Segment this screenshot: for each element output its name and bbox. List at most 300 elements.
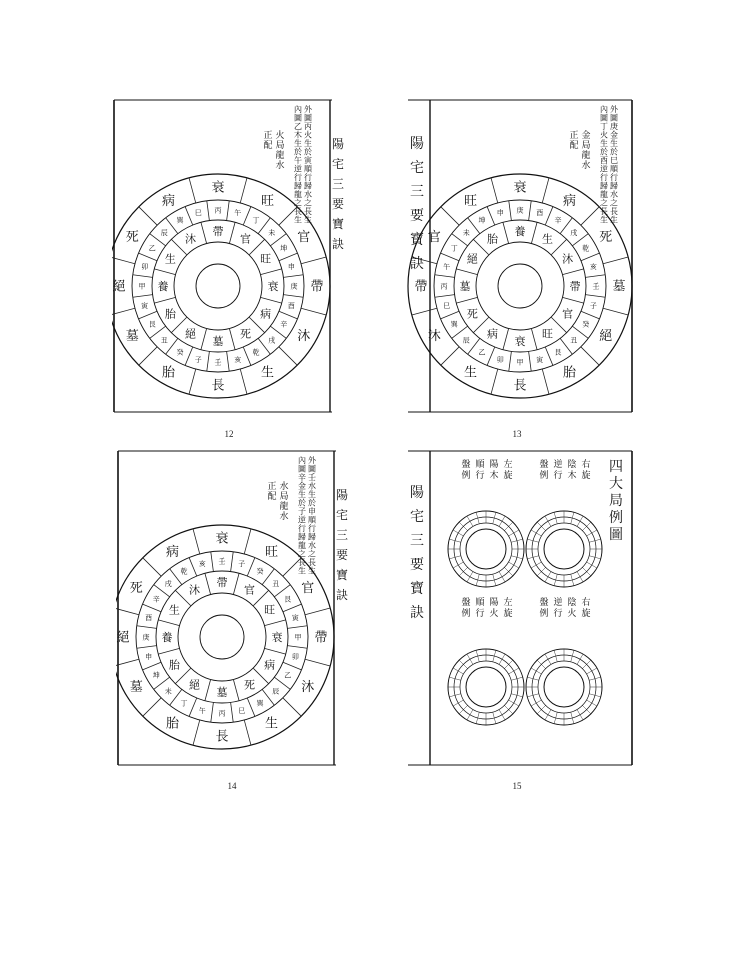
svg-text:生: 生 bbox=[308, 566, 316, 576]
middle-ring-label-char: 丑 bbox=[160, 336, 168, 345]
middle-ring-label-char: 壬 bbox=[214, 358, 222, 367]
svg-text:左: 左 bbox=[503, 460, 513, 470]
middle-ring-label-char: 酉 bbox=[536, 209, 544, 218]
svg-text:於: 於 bbox=[600, 147, 608, 157]
svg-text:歸: 歸 bbox=[308, 532, 316, 542]
svg-text:例: 例 bbox=[539, 471, 549, 481]
inner-ring-label-char: 帶 bbox=[216, 576, 228, 589]
middle-ring-label-char: 卯 bbox=[141, 262, 149, 271]
example-caption bbox=[503, 458, 512, 481]
middle-ring-label-char: 艮 bbox=[284, 595, 292, 604]
svg-text:龍: 龍 bbox=[275, 151, 285, 161]
svg-text:金: 金 bbox=[581, 131, 591, 141]
inner-ring-label-char: 死 bbox=[244, 678, 255, 692]
inner-ring-label-char: 生 bbox=[164, 252, 176, 266]
svg-text:之: 之 bbox=[610, 198, 618, 208]
page-panel-14 bbox=[116, 447, 348, 769]
inner-ring-label-char: 官 bbox=[240, 232, 251, 246]
middle-ring-label-char: 酉 bbox=[145, 613, 153, 622]
svg-text:局: 局 bbox=[279, 492, 289, 502]
svg-text:生: 生 bbox=[304, 139, 312, 148]
inner-ring-label-char: 衰 bbox=[267, 280, 279, 293]
middle-ring-label-char: 壬 bbox=[592, 282, 600, 291]
svg-text:子: 子 bbox=[298, 507, 306, 516]
outer-ring-label-char: 生 bbox=[260, 365, 275, 381]
middle-ring-label-char: 巳 bbox=[443, 302, 451, 311]
middle-ring-label-char: 癸 bbox=[582, 320, 590, 329]
svg-text:木: 木 bbox=[567, 471, 577, 481]
svg-text:訣: 訣 bbox=[410, 605, 424, 621]
page-number-14: 14 bbox=[227, 781, 237, 791]
inner-ring-label-char: 死 bbox=[240, 327, 251, 341]
page-panel-15 bbox=[404, 447, 634, 769]
outer-ring-label-char: 帶 bbox=[314, 630, 328, 646]
middle-ring-label-char: 壬 bbox=[218, 557, 226, 566]
outer-ring-label-char: 長 bbox=[513, 378, 527, 394]
middle-ring-label-char: 未 bbox=[164, 687, 172, 696]
inner-ring-label-char: 墓 bbox=[459, 280, 471, 293]
svg-text:旋: 旋 bbox=[503, 471, 513, 481]
svg-text:之: 之 bbox=[308, 549, 316, 559]
inner-ring-label-char: 帶 bbox=[569, 280, 581, 293]
svg-text:生: 生 bbox=[600, 215, 608, 225]
inner-ring-label-char: 絕 bbox=[189, 678, 200, 692]
inner-ring-label-char: 絕 bbox=[466, 252, 478, 266]
inner-ring-label-char: 旺 bbox=[542, 327, 553, 341]
svg-text:配: 配 bbox=[267, 492, 277, 502]
inner-ring-label-char: 生 bbox=[168, 603, 180, 617]
outer-ring-label-char: 沐 bbox=[301, 680, 315, 696]
svg-text:火: 火 bbox=[275, 131, 285, 141]
diagram-note bbox=[600, 105, 608, 225]
outer-ring-label-char: 墓 bbox=[125, 329, 139, 345]
svg-text:大: 大 bbox=[609, 476, 623, 492]
svg-text:三: 三 bbox=[410, 184, 424, 200]
diagram-note bbox=[298, 456, 306, 576]
svg-text:水: 水 bbox=[275, 161, 285, 171]
outer-ring-label-char: 衰 bbox=[211, 180, 225, 196]
middle-ring-label-char: 午 bbox=[234, 209, 242, 218]
svg-text:之: 之 bbox=[294, 198, 302, 208]
middle-ring-label-char: 戌 bbox=[164, 579, 172, 588]
svg-text:寶: 寶 bbox=[410, 581, 424, 597]
outer-ring-label-char: 墓 bbox=[612, 279, 626, 295]
svg-text:要: 要 bbox=[335, 548, 348, 562]
outer-ring-label-char: 帶 bbox=[414, 279, 428, 295]
svg-text:順: 順 bbox=[610, 164, 618, 174]
svg-text:乙: 乙 bbox=[294, 122, 302, 131]
inner-ring-label-char: 墓 bbox=[212, 335, 224, 348]
svg-text:陽: 陽 bbox=[489, 598, 499, 608]
inner-ring-label-char: 病 bbox=[487, 327, 498, 341]
middle-ring-label-char: 辛 bbox=[280, 320, 288, 329]
example-caption bbox=[581, 596, 590, 619]
middle-ring-label-char: 未 bbox=[462, 228, 470, 237]
diagram-note bbox=[610, 104, 619, 225]
scan-page-12 bbox=[112, 96, 344, 416]
outer-ring-label-char: 墓 bbox=[129, 680, 143, 696]
middle-ring-label-char: 艮 bbox=[554, 348, 562, 357]
svg-text:盤: 盤 bbox=[539, 598, 549, 608]
svg-text:水: 水 bbox=[308, 481, 316, 491]
svg-text:生: 生 bbox=[294, 139, 302, 148]
svg-text:要: 要 bbox=[410, 557, 424, 573]
middle-ring-label-char: 巳 bbox=[238, 706, 246, 715]
svg-text:火: 火 bbox=[304, 130, 312, 140]
inner-ring-label-char: 衰 bbox=[271, 631, 283, 644]
svg-text:盤: 盤 bbox=[461, 598, 471, 608]
svg-text:訣: 訣 bbox=[410, 256, 424, 272]
svg-text:木: 木 bbox=[294, 130, 302, 140]
middle-ring-label-char: 子 bbox=[194, 355, 202, 364]
example-caption bbox=[461, 596, 470, 619]
svg-text:於: 於 bbox=[294, 147, 302, 157]
example-caption bbox=[553, 458, 562, 481]
outer-ring-label-char: 旺 bbox=[264, 544, 279, 560]
inner-ring-label-char: 胎 bbox=[487, 232, 498, 246]
middle-ring-label-char: 戌 bbox=[268, 336, 276, 345]
svg-text:圖: 圖 bbox=[610, 113, 618, 123]
inner-ring-label-char: 旺 bbox=[264, 603, 276, 617]
middle-ring-label-char: 巽 bbox=[450, 320, 458, 329]
middle-ring-label-char: 亥 bbox=[234, 355, 242, 364]
svg-text:行: 行 bbox=[298, 524, 306, 533]
outer-ring-label-char: 病 bbox=[161, 193, 176, 209]
middle-ring-label-char: 巳 bbox=[194, 209, 202, 218]
svg-text:右: 右 bbox=[581, 598, 591, 608]
svg-text:宅: 宅 bbox=[410, 160, 424, 176]
svg-text:宅: 宅 bbox=[331, 157, 344, 171]
svg-text:陽: 陽 bbox=[489, 460, 499, 470]
outer-ring-label-char: 旺 bbox=[260, 193, 275, 209]
inner-ring-label-char: 生 bbox=[542, 232, 553, 246]
svg-text:歸: 歸 bbox=[304, 181, 312, 191]
outer-ring-label-char: 死 bbox=[129, 581, 143, 597]
inner-ring-label-char: 墓 bbox=[216, 686, 228, 699]
middle-ring-label-char: 丙 bbox=[218, 709, 226, 718]
middle-ring-label-char: 辰 bbox=[160, 228, 168, 237]
diagram-note bbox=[294, 105, 302, 225]
example-caption bbox=[581, 458, 590, 481]
svg-text:歸: 歸 bbox=[610, 181, 618, 191]
svg-text:行: 行 bbox=[475, 471, 485, 481]
svg-text:寶: 寶 bbox=[335, 568, 348, 582]
svg-text:於: 於 bbox=[308, 498, 316, 508]
svg-text:長: 長 bbox=[304, 207, 312, 216]
inner-ring-label-char: 沐 bbox=[562, 252, 574, 266]
svg-text:陰: 陰 bbox=[567, 598, 577, 608]
inner-ring-label-char: 官 bbox=[562, 307, 574, 321]
svg-text:生: 生 bbox=[610, 215, 618, 225]
middle-ring-label-char: 辰 bbox=[272, 687, 280, 696]
scan-page-14 bbox=[116, 447, 348, 769]
outer-ring-label-char: 沐 bbox=[297, 329, 311, 345]
middle-ring-label-char: 卯 bbox=[496, 355, 504, 364]
middle-ring-label-char: 乾 bbox=[252, 348, 260, 357]
diagram-title bbox=[581, 129, 590, 171]
outer-ring-label-char: 絕 bbox=[112, 279, 126, 295]
inner-ring-label-char: 養 bbox=[161, 631, 173, 644]
svg-text:陽: 陽 bbox=[410, 485, 424, 501]
svg-text:歸: 歸 bbox=[294, 181, 302, 191]
diagram-title bbox=[263, 130, 272, 151]
outer-ring-label-char: 絕 bbox=[116, 630, 130, 646]
middle-ring-label-char: 寅 bbox=[141, 302, 149, 311]
svg-text:旋: 旋 bbox=[581, 609, 591, 619]
middle-ring-label-char: 庚 bbox=[516, 206, 524, 215]
inner-ring-label-char: 病 bbox=[260, 307, 272, 321]
svg-text:三: 三 bbox=[410, 533, 424, 549]
middle-ring-label-char: 申 bbox=[496, 209, 504, 218]
svg-text:行: 行 bbox=[610, 173, 618, 182]
scan-page-13 bbox=[404, 96, 634, 416]
inner-ring-label-char: 沐 bbox=[185, 232, 196, 246]
svg-text:要: 要 bbox=[410, 208, 424, 224]
middle-ring-label-char: 坤 bbox=[152, 671, 160, 680]
svg-text:長: 長 bbox=[298, 558, 306, 567]
svg-text:寅: 寅 bbox=[304, 156, 312, 165]
svg-text:內: 內 bbox=[294, 105, 302, 114]
svg-text:正: 正 bbox=[569, 131, 579, 141]
inner-ring-label-char: 絕 bbox=[185, 327, 196, 341]
svg-text:龍: 龍 bbox=[298, 541, 306, 550]
outer-ring-label-char: 官 bbox=[301, 581, 315, 597]
svg-text:龍: 龍 bbox=[294, 190, 302, 199]
outer-ring-label-char: 旺 bbox=[463, 193, 478, 209]
middle-ring-label-char: 亥 bbox=[589, 262, 597, 271]
svg-text:庚: 庚 bbox=[610, 122, 618, 131]
diagram-note bbox=[308, 455, 317, 576]
svg-text:生: 生 bbox=[610, 139, 618, 148]
svg-text:行: 行 bbox=[600, 173, 608, 182]
svg-text:圖: 圖 bbox=[298, 464, 306, 474]
svg-text:行: 行 bbox=[553, 609, 563, 619]
svg-text:四: 四 bbox=[609, 459, 623, 475]
svg-text:圖: 圖 bbox=[308, 464, 316, 474]
svg-text:歸: 歸 bbox=[298, 532, 306, 542]
example-caption bbox=[539, 458, 548, 481]
svg-text:例: 例 bbox=[461, 471, 471, 481]
middle-ring-label-char: 丁 bbox=[450, 244, 458, 253]
outer-ring-label-char: 長 bbox=[211, 378, 225, 394]
svg-text:之: 之 bbox=[298, 549, 306, 559]
svg-text:宅: 宅 bbox=[410, 509, 424, 525]
svg-text:逆: 逆 bbox=[553, 460, 563, 470]
inner-ring-label-char: 官 bbox=[244, 583, 255, 597]
svg-text:巳: 巳 bbox=[610, 156, 618, 165]
svg-text:逆: 逆 bbox=[294, 164, 302, 174]
middle-ring-label-char: 丁 bbox=[252, 216, 260, 225]
svg-text:陽: 陽 bbox=[410, 136, 424, 152]
svg-text:外: 外 bbox=[610, 105, 618, 114]
svg-text:行: 行 bbox=[308, 524, 316, 533]
middle-ring-label-char: 丙 bbox=[214, 206, 222, 215]
svg-text:訣: 訣 bbox=[335, 588, 348, 602]
diagram-title bbox=[569, 130, 578, 151]
middle-ring-label-char: 甲 bbox=[294, 633, 302, 642]
svg-text:局: 局 bbox=[609, 493, 623, 509]
inner-ring-label-char: 衰 bbox=[514, 335, 526, 348]
inner-ring-label-char: 帶 bbox=[212, 225, 224, 238]
svg-text:配: 配 bbox=[263, 141, 273, 151]
middle-ring-label-char: 未 bbox=[268, 228, 276, 237]
svg-text:要: 要 bbox=[331, 197, 344, 211]
svg-text:辛: 辛 bbox=[298, 473, 306, 482]
example-caption bbox=[553, 596, 562, 619]
svg-text:寶: 寶 bbox=[410, 232, 424, 248]
svg-text:水: 水 bbox=[610, 190, 618, 199]
svg-text:陽: 陽 bbox=[331, 137, 344, 151]
middle-ring-label-char: 子 bbox=[589, 302, 597, 311]
middle-ring-label-char: 酉 bbox=[287, 302, 295, 311]
middle-ring-label-char: 甲 bbox=[138, 282, 146, 291]
outer-ring-label-char: 絕 bbox=[599, 329, 613, 345]
svg-text:順: 順 bbox=[304, 164, 312, 174]
svg-text:壬: 壬 bbox=[308, 473, 316, 482]
svg-text:火: 火 bbox=[567, 609, 577, 619]
middle-ring-label-char: 丙 bbox=[440, 282, 448, 291]
svg-text:生: 生 bbox=[308, 490, 316, 499]
svg-text:火: 火 bbox=[489, 609, 499, 619]
svg-text:長: 長 bbox=[600, 207, 608, 216]
svg-text:例: 例 bbox=[539, 609, 549, 619]
middle-ring-label-char: 坤 bbox=[478, 216, 486, 225]
inner-ring-label-char: 旺 bbox=[260, 252, 272, 266]
example-caption bbox=[461, 458, 470, 481]
svg-text:行: 行 bbox=[553, 471, 563, 481]
outer-ring-label-char: 沐 bbox=[427, 329, 441, 345]
svg-text:生: 生 bbox=[600, 139, 608, 148]
diagram-title bbox=[275, 129, 284, 171]
middle-ring-label-char: 巽 bbox=[256, 699, 264, 708]
svg-text:長: 長 bbox=[610, 207, 618, 216]
middle-ring-label-char: 癸 bbox=[256, 567, 264, 576]
outer-ring-label-char: 胎 bbox=[161, 365, 176, 381]
svg-text:龍: 龍 bbox=[279, 502, 289, 512]
inner-ring-label-char: 沐 bbox=[189, 583, 200, 597]
middle-ring-label-char: 亥 bbox=[198, 560, 206, 569]
svg-text:水: 水 bbox=[279, 512, 289, 522]
svg-text:行: 行 bbox=[475, 609, 485, 619]
svg-text:之: 之 bbox=[304, 198, 312, 208]
middle-ring-label-char: 癸 bbox=[176, 348, 184, 357]
scan-page-15 bbox=[404, 447, 634, 769]
svg-text:長: 長 bbox=[294, 207, 302, 216]
svg-text:金: 金 bbox=[610, 130, 618, 140]
svg-text:之: 之 bbox=[600, 198, 608, 208]
svg-text:三: 三 bbox=[331, 177, 344, 191]
svg-text:訣: 訣 bbox=[331, 237, 344, 251]
middle-ring-label-char: 子 bbox=[238, 560, 246, 569]
inner-ring-label-char: 養 bbox=[514, 225, 526, 238]
svg-text:圖: 圖 bbox=[600, 113, 608, 123]
middle-ring-label-char: 乙 bbox=[148, 244, 156, 253]
page-heading bbox=[609, 459, 623, 543]
middle-ring-label-char: 丑 bbox=[272, 579, 280, 588]
inner-ring-label-char: 胎 bbox=[164, 307, 176, 321]
svg-text:於: 於 bbox=[610, 147, 618, 157]
middle-ring-label-char: 戌 bbox=[570, 228, 578, 237]
page-panel-13 bbox=[404, 96, 634, 416]
middle-ring-label-char: 辛 bbox=[554, 216, 562, 225]
svg-text:生: 生 bbox=[304, 215, 312, 225]
svg-text:正: 正 bbox=[263, 131, 273, 141]
example-caption bbox=[567, 596, 576, 619]
outer-ring-label-char: 生 bbox=[264, 716, 279, 732]
svg-text:火: 火 bbox=[600, 130, 608, 140]
svg-text:逆: 逆 bbox=[600, 164, 608, 174]
svg-text:順: 順 bbox=[475, 460, 485, 470]
svg-text:內: 內 bbox=[600, 105, 608, 114]
middle-ring-label-char: 巽 bbox=[176, 216, 184, 225]
outer-ring-label-char: 帶 bbox=[310, 279, 324, 295]
middle-ring-label-char: 乾 bbox=[582, 244, 590, 253]
middle-ring-label-char: 申 bbox=[287, 262, 295, 271]
svg-text:右: 右 bbox=[581, 460, 591, 470]
middle-ring-label-char: 丑 bbox=[570, 336, 578, 345]
svg-text:申: 申 bbox=[308, 507, 316, 516]
middle-ring-label-char: 乾 bbox=[180, 567, 188, 576]
middle-ring-label-char: 坤 bbox=[280, 244, 288, 253]
svg-text:圖: 圖 bbox=[609, 527, 623, 543]
svg-text:配: 配 bbox=[569, 141, 579, 151]
svg-text:金: 金 bbox=[298, 481, 306, 491]
svg-text:午: 午 bbox=[294, 156, 302, 165]
outer-ring-label-char: 長 bbox=[215, 729, 229, 745]
svg-text:外: 外 bbox=[308, 456, 316, 465]
svg-text:陽: 陽 bbox=[335, 488, 348, 502]
svg-text:龍: 龍 bbox=[600, 190, 608, 199]
svg-text:外: 外 bbox=[304, 105, 312, 114]
svg-text:局: 局 bbox=[275, 141, 285, 151]
svg-text:丁: 丁 bbox=[600, 122, 608, 131]
svg-text:旋: 旋 bbox=[503, 609, 513, 619]
middle-ring-label-char: 辛 bbox=[152, 595, 160, 604]
inner-ring-label-char: 胎 bbox=[168, 658, 180, 672]
svg-text:正: 正 bbox=[267, 482, 277, 492]
outer-ring-label-char: 衰 bbox=[215, 531, 229, 547]
middle-ring-label-char: 丁 bbox=[180, 699, 188, 708]
svg-text:歸: 歸 bbox=[600, 181, 608, 191]
page-number-15: 15 bbox=[512, 781, 522, 791]
outer-ring-label-char: 死 bbox=[599, 230, 613, 246]
svg-text:例: 例 bbox=[609, 510, 623, 526]
svg-text:盤: 盤 bbox=[461, 460, 471, 470]
example-caption bbox=[567, 458, 576, 481]
inner-ring-label-char: 病 bbox=[264, 658, 276, 672]
middle-ring-label-char: 庚 bbox=[142, 633, 150, 642]
diagram-title bbox=[267, 481, 276, 502]
middle-ring-label-char: 乙 bbox=[284, 671, 292, 680]
outer-ring-label-char: 死 bbox=[125, 230, 139, 246]
diagram-title bbox=[279, 480, 288, 522]
svg-text:於: 於 bbox=[298, 498, 306, 508]
svg-text:水: 水 bbox=[279, 482, 289, 492]
svg-text:順: 順 bbox=[308, 515, 316, 525]
page-panel-12 bbox=[112, 96, 344, 416]
example-caption bbox=[503, 596, 512, 619]
svg-text:盤: 盤 bbox=[539, 460, 549, 470]
svg-text:寶: 寶 bbox=[331, 217, 344, 231]
svg-text:生: 生 bbox=[298, 566, 306, 576]
page-number-13: 13 bbox=[512, 429, 522, 439]
svg-text:丙: 丙 bbox=[304, 122, 312, 131]
svg-text:於: 於 bbox=[304, 147, 312, 157]
middle-ring-label-char: 申 bbox=[145, 653, 153, 662]
outer-ring-label-char: 病 bbox=[165, 544, 180, 560]
middle-ring-label-char: 艮 bbox=[148, 320, 156, 329]
svg-text:例: 例 bbox=[461, 609, 471, 619]
